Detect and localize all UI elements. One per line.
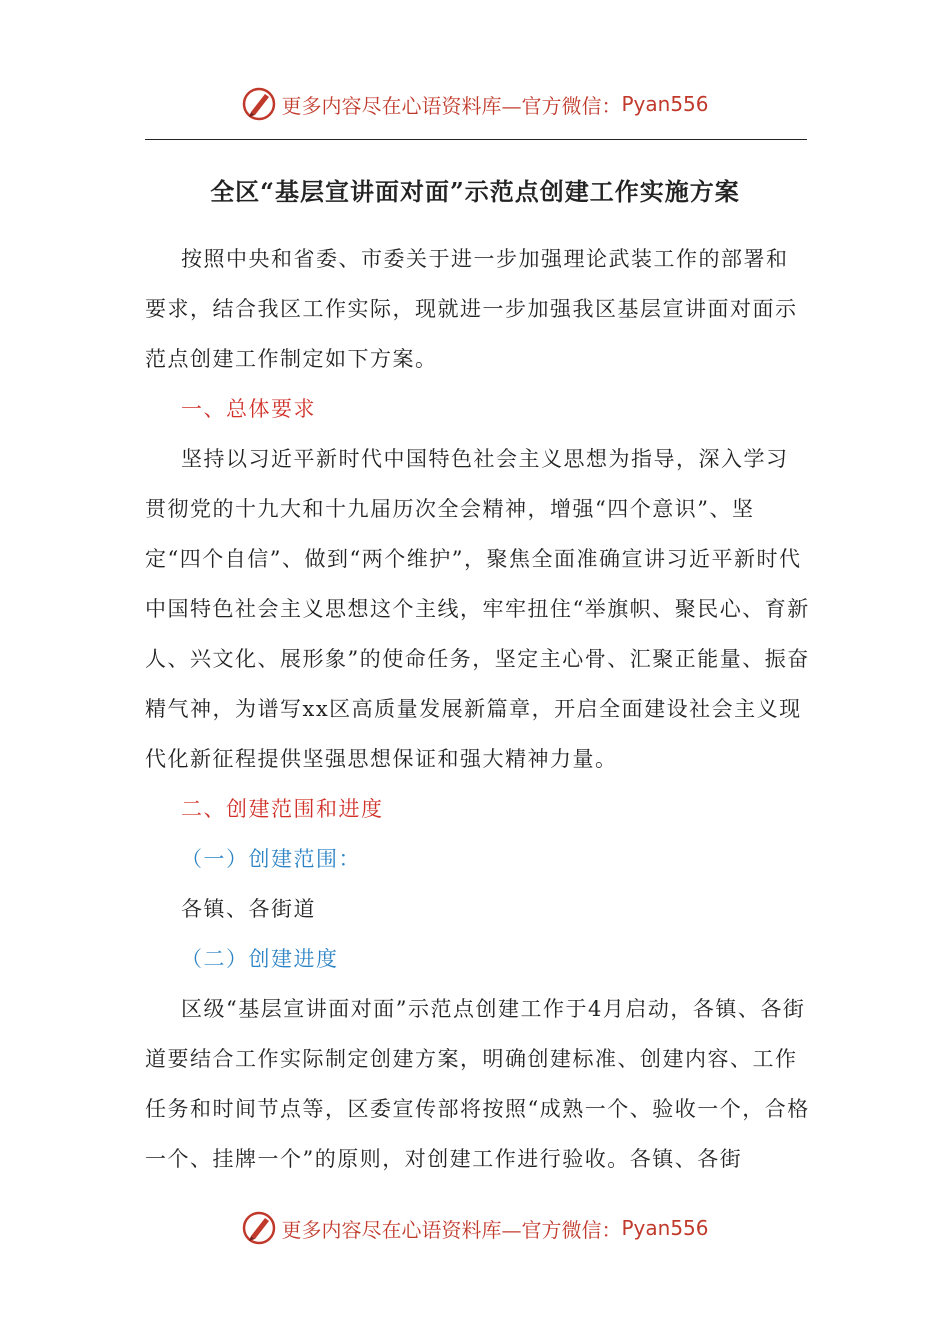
header-watermark [0, 84, 950, 124]
section1-heading: 一、总体要求 [181, 397, 316, 421]
subsection2-paragraph: 区级“基层宣讲面对面”示范点创建工作于4月启动，各镇、各街道要结合工作实际制定创建方案，明确创建标准、创建内容、工作任务和时间节点等，区委宣传部将按照“成熟一个、验收一个，合格一个、挂牌一个”的原则，对创建工作进行验收。各镇、各街 [145, 997, 810, 1171]
pen-logo-icon [241, 1210, 277, 1246]
section2-heading: 二、创建范围和进度 [181, 797, 384, 821]
document-body [145, 234, 810, 1184]
intro-paragraph: 按照中央和省委、市委关于进一步加强理论武装工作的部署和要求，结合我区工作实际，现就进一步加强我区基层宣讲面对面示范点创建工作制定如下方案。 [145, 247, 798, 371]
watermark-wechat-id: Pyan556 [621, 92, 709, 116]
section1-paragraph: 坚持以习近平新时代中国特色社会主义思想为指导，深入学习贯彻党的十九大和十九届历次全会精神，增强“四个意识”、坚定“四个自信”、做到“两个维护”，聚焦全面准确宣讲习近平新时代中国特色社会主义思想这个主线，牢牢扭住“举旗帜、聚民心、育新人、兴文化、展形象”的使命任务，坚定主心骨、汇聚正能量、振奋精气神，为谱写xx区高质量发展新篇章，开启全面建设社会主义现代化新征程提供坚强思想保证和强大精神力量。 [145, 447, 810, 771]
pen-logo-icon [241, 86, 277, 122]
subsection2-heading: （二）创建进度 [181, 947, 339, 971]
watermark-text: 更多内容尽在心语资料库—官方微信： [281, 1217, 622, 1242]
header-rule [145, 139, 807, 140]
footer-watermark [0, 1208, 950, 1248]
watermark-wechat-id: Pyan556 [621, 1216, 709, 1240]
subsection1-heading: （一）创建范围： [181, 847, 361, 871]
subsection1-paragraph: 各镇、各街道 [181, 897, 316, 921]
document-title: 全区“基层宣讲面对面”示范点创建工作实施方案 [210, 177, 740, 206]
watermark-text: 更多内容尽在心语资料库—官方微信： [281, 93, 622, 118]
